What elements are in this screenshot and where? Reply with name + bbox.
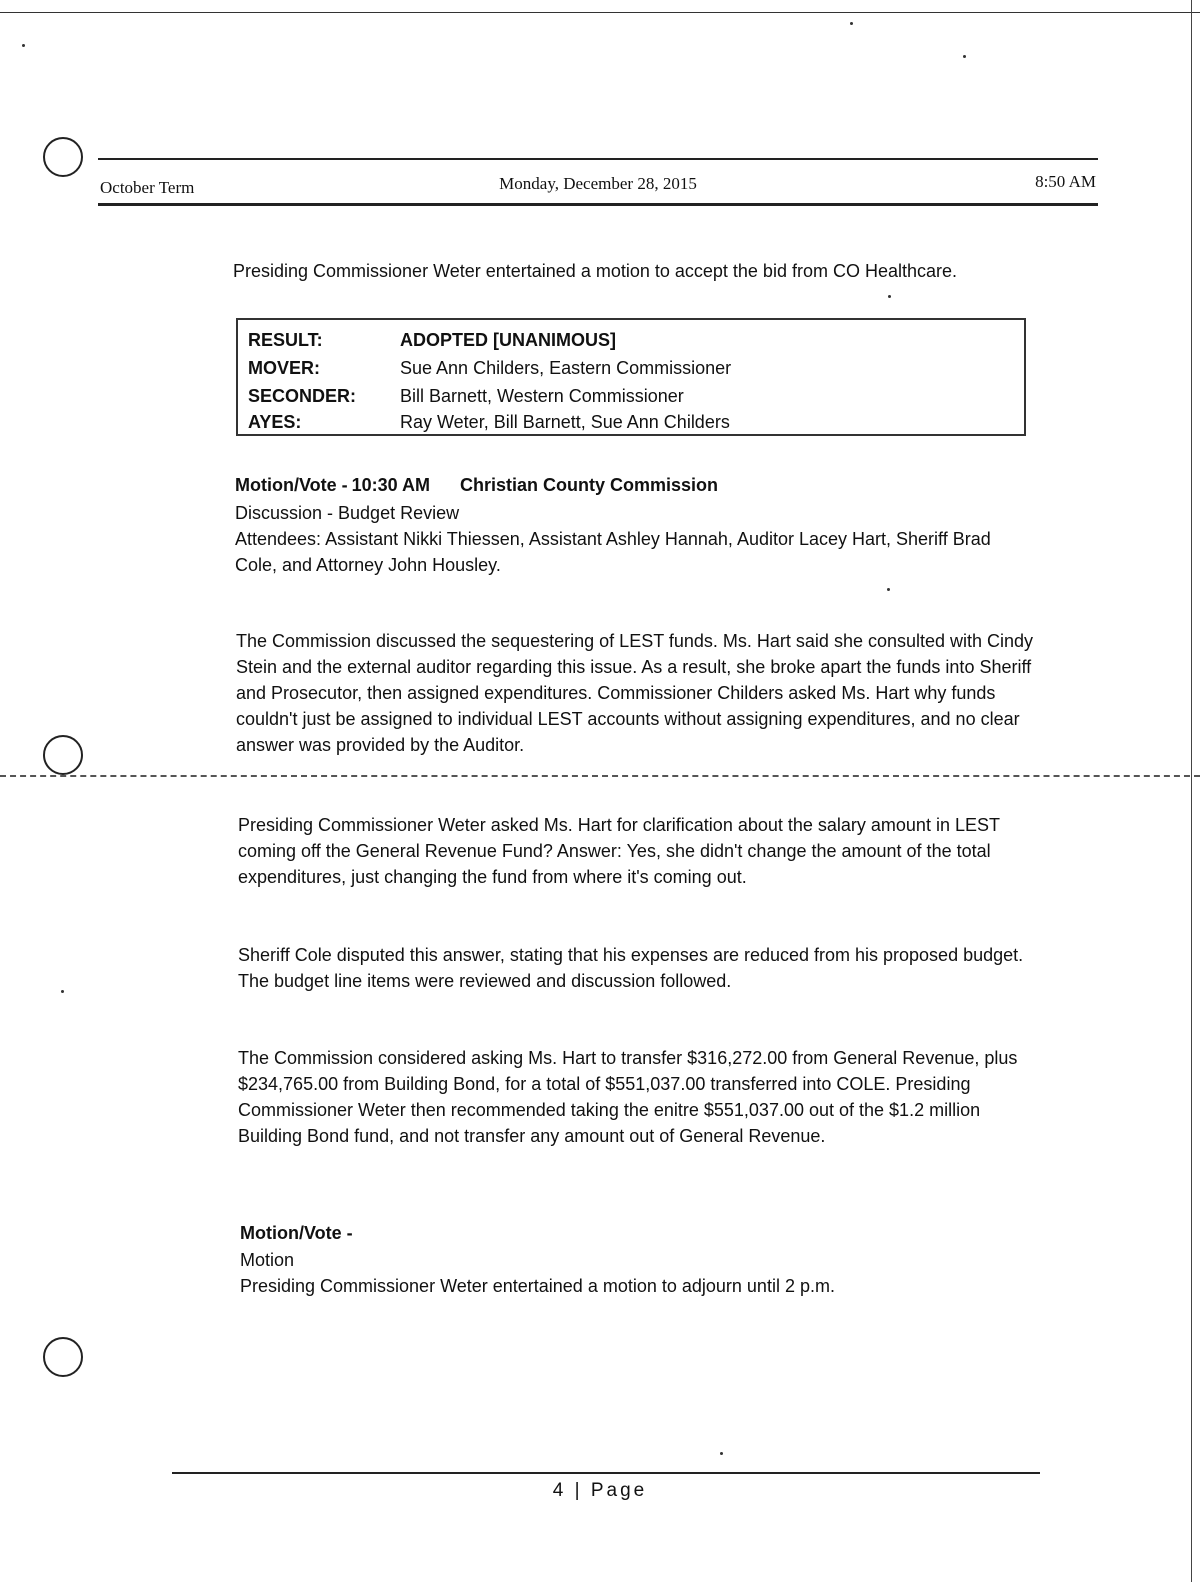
page-number: 4 | Page	[552, 1480, 648, 1501]
session-org: Christian County Commission	[460, 475, 719, 495]
vote-value: Ray Weter, Bill Barnett, Sue Ann Childers	[400, 412, 730, 432]
punch-hole-bottom	[43, 1337, 83, 1377]
scan-speck	[850, 22, 853, 25]
vote-result-table	[236, 318, 1026, 436]
vote-value: Sue Ann Childers, Eastern Commissioner	[400, 358, 732, 378]
scan-speck	[963, 55, 966, 58]
paragraph-sheriff-dispute: Sheriff Cole disputed this answer, stating that his expenses are reduced from his proposed budget. The budget line items were reviewed and discussion followed.	[238, 945, 1024, 991]
motion2-heading: Motion/Vote -	[240, 1223, 353, 1243]
header-rule-bottom	[98, 203, 1098, 206]
paragraph-clarification: Presiding Commissioner Weter asked Ms. Hart for clarification about the salary amount in LEST coming off the General Revenue Fund? Answer: Yes, she didn't change the amount of the total expenditures, just changing the fund from where it's coming out.	[238, 815, 1000, 887]
scan-speck	[61, 990, 64, 993]
punch-hole-middle	[43, 735, 83, 775]
header-time: 8:50 AM	[1035, 172, 1096, 191]
vote-value: Bill Barnett, Western Commissioner	[400, 386, 684, 406]
header-term: October Term	[100, 178, 195, 197]
header-date: Monday, December 28, 2015	[499, 174, 697, 193]
scan-edge-right	[1191, 0, 1192, 1582]
scan-speck	[888, 295, 891, 298]
scan-artifact-dashes	[0, 775, 1200, 777]
header-rule-top	[98, 158, 1098, 160]
scan-speck	[22, 44, 25, 47]
motion2-type: Motion	[240, 1250, 295, 1270]
motion-intro: Presiding Commissioner Weter entertained a motion to accept the bid from CO Healthcare.	[233, 261, 957, 281]
vote-label: MOVER:	[248, 358, 320, 378]
motion2-text: Presiding Commissioner Weter entertained a motion to adjourn until 2 p.m.	[240, 1276, 835, 1296]
footer-rule	[172, 1472, 1040, 1474]
session-discussion: Discussion - Budget Review	[235, 503, 460, 523]
page-header	[100, 172, 1096, 200]
scan-speck	[720, 1452, 723, 1455]
session-time: 10:30 AM	[351, 475, 431, 495]
punch-hole-top	[43, 137, 83, 177]
session-heading-label: Motion/Vote -	[235, 475, 348, 495]
scan-speck	[887, 588, 890, 591]
session-attendees: Attendees: Assistant Nikki Thiessen, Assistant Ashley Hannah, Auditor Lacey Hart, Sheriff Brad Cole, and Attorney John Housley.	[235, 529, 991, 575]
vote-label: SECONDER:	[248, 386, 357, 406]
vote-label: RESULT:	[248, 330, 323, 350]
paragraph-transfer: The Commission considered asking Ms. Hart to transfer $316,272.00 from General Revenue, plus $234,765.00 from Building Bond, for a total of $551,037.00 transferred into COLE. Presiding Commissioner Weter then recommended taking the enitre $551,037.00 out of the $1.2 million Building Bond fund, and not transfer any amount out of General Revenue.	[238, 1048, 1018, 1146]
session-heading	[235, 472, 1035, 498]
paragraph-lest-funds: The Commission discussed the sequestering of LEST funds. Ms. Hart said she consulted with Cindy Stein and the external auditor regarding this issue. As a result, she broke apart the funds into Sheriff and Prosecutor, then assigned expenditures. Commissioner Childers asked Ms. Hart why funds couldn't just be assigned to individual LEST accounts without assigning expenditures, and no clear answer was provided by the Auditor.	[236, 631, 1034, 755]
scan-edge-top	[0, 12, 1200, 13]
vote-value: ADOPTED [UNANIMOUS]	[400, 330, 616, 350]
vote-label: AYES:	[248, 412, 302, 432]
